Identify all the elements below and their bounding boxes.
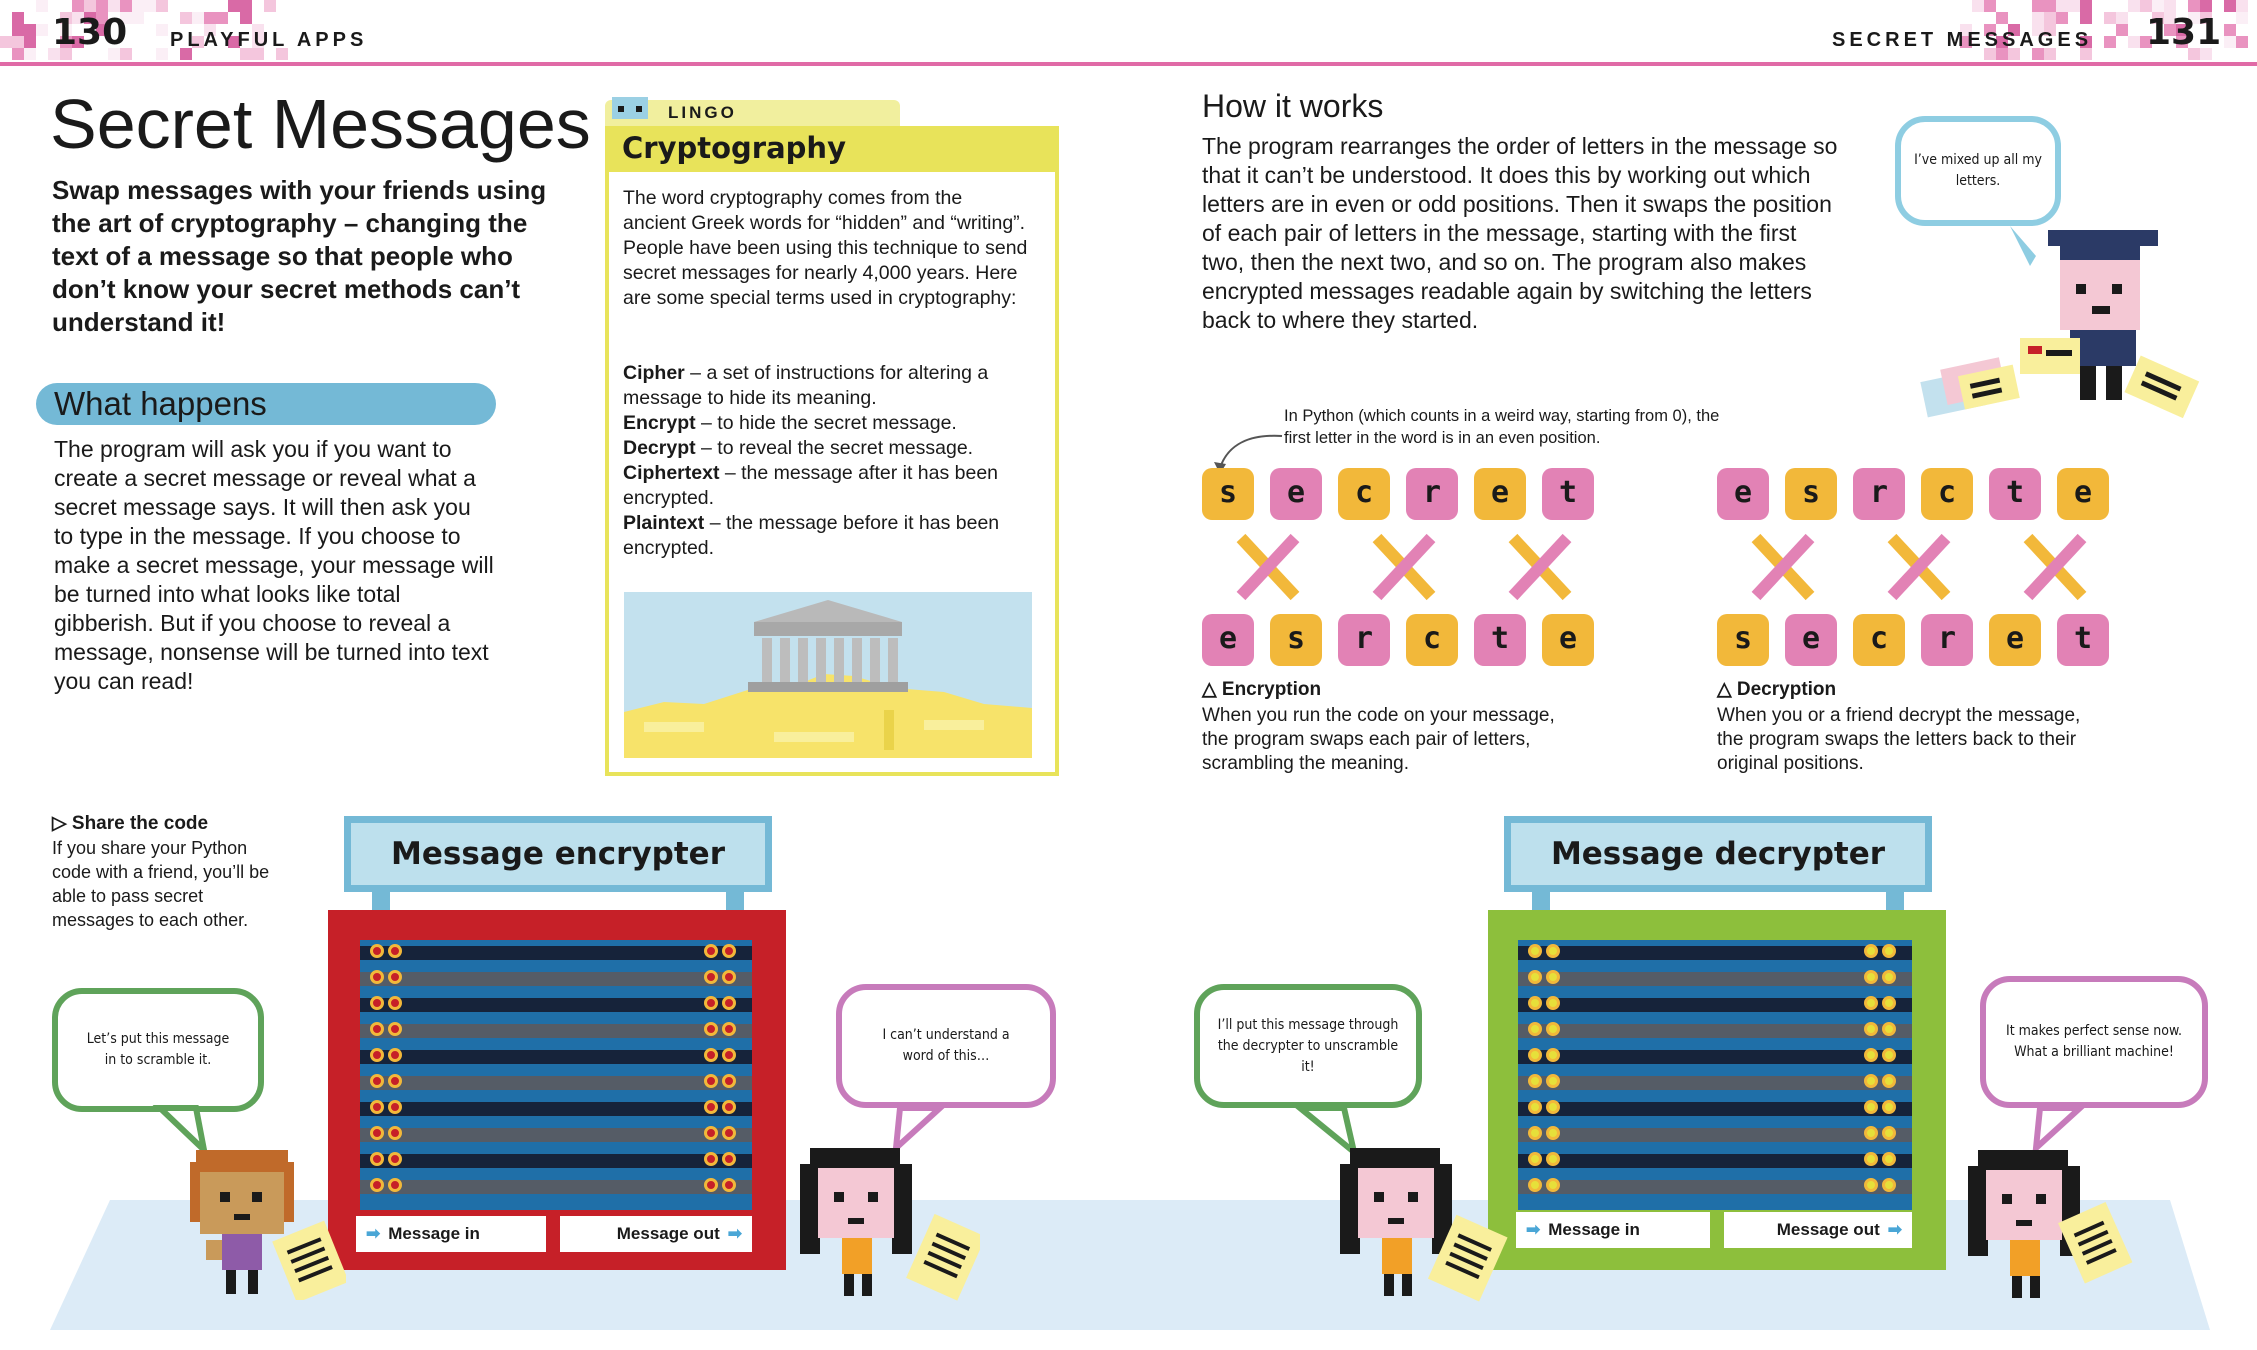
lingo-tag: LINGO: [668, 103, 737, 122]
machine-slot: [1518, 1180, 1912, 1194]
indicator-light: [1528, 1074, 1542, 1088]
letter-tile: e: [2057, 468, 2109, 520]
indicator-light: [704, 1022, 718, 1036]
header-pixel: [2080, 0, 2092, 12]
indicator-light: [1882, 944, 1896, 958]
how-it-works-body: The program rearranges the order of letters in the message so that it can’t be understood. It does this by working out which letters are in even or odd positions. Then it swaps the position of each pair of letters in the message, starting with the first two, then the next two, and so on. The program also makes encrypted messages readable again by switching the letters back to where they started.: [1202, 133, 1838, 333]
encrypter-message-in: ➡ Message in: [356, 1216, 546, 1252]
lingo-pixel-icon: [606, 93, 656, 123]
machine-slot: [360, 1050, 752, 1064]
girl-character-3-icon: [1968, 1150, 2138, 1310]
letter-tile: t: [1474, 614, 1526, 666]
machine-slot: [1518, 972, 1912, 986]
header-pixel: [1984, 0, 1996, 12]
machine-slot: [360, 972, 752, 986]
mail-bubble: I’ve mixed up all my letters.: [1895, 116, 2061, 226]
girl-character-icon: [800, 1148, 980, 1308]
decryption-caption-heading: △ Decryption: [1717, 679, 1837, 700]
decryption-caption: When you or a friend decrypt the message, the program swaps the letters back to their original positions.: [1717, 705, 2081, 774]
header-pixel: [24, 24, 36, 36]
indicator-light: [1882, 970, 1896, 984]
swap-cross-icon: [1884, 532, 1954, 602]
indicator-light: [1882, 1074, 1896, 1088]
indicator-light: [1864, 970, 1878, 984]
header-pixel: [36, 0, 48, 12]
header-pixel: [2236, 0, 2248, 12]
indicator-light: [1546, 944, 1560, 958]
letter-tile: r: [1406, 468, 1458, 520]
swap-cross-icon: [1369, 532, 1439, 602]
letter-tile: t: [1542, 468, 1594, 520]
header-pixel: [2140, 0, 2152, 12]
swap-cross-icon: [1505, 532, 1575, 602]
header-pixel: [156, 48, 168, 60]
header-pixel: [2188, 0, 2200, 12]
indicator-light: [388, 1048, 402, 1062]
header-pixel: [2236, 12, 2248, 24]
indicator-light: [1546, 996, 1560, 1010]
letter-tile: r: [1853, 468, 1905, 520]
left-running-head: PLAYFUL APPS: [170, 29, 368, 51]
encrypter-title: Message encrypter: [344, 816, 772, 892]
header-pixel: [2224, 0, 2236, 12]
header-pixel: [240, 12, 252, 24]
machine-slot: [360, 946, 752, 960]
header-pixel: [2104, 12, 2116, 24]
header-pixel: [1996, 12, 2008, 24]
indicator-light: [722, 1074, 736, 1088]
header-pixel: [2032, 0, 2044, 12]
indicator-light: [722, 996, 736, 1010]
indicator-light: [370, 944, 384, 958]
header-pixel: [24, 36, 36, 48]
indicator-light: [1864, 1074, 1878, 1088]
lingo-term-name: Cipher: [623, 362, 685, 384]
header-pixel: [180, 12, 192, 24]
lingo-term: [623, 411, 1033, 436]
indicator-light: [1546, 1178, 1560, 1192]
encrypter-bubble-left: Let’s put this message in to scramble it.: [52, 988, 264, 1112]
intro-text: Swap messages with your friends using the art of cryptography – changing the text of a message so that people who don’t know your secret methods can’t understand it!: [52, 175, 547, 337]
indicator-light: [1528, 996, 1542, 1010]
right-page-number: 131: [2146, 12, 2222, 53]
letter-tile: e: [1989, 614, 2041, 666]
indicator-light: [722, 1048, 736, 1062]
header-pixel: [1972, 0, 1984, 12]
header-pixel: [2080, 12, 2092, 24]
letter-tile: e: [1202, 614, 1254, 666]
header-pixel: [120, 0, 132, 12]
indicator-light: [370, 996, 384, 1010]
header-rule: [0, 62, 2257, 66]
left-page-number: 130: [52, 12, 128, 53]
header-pixel: [2200, 0, 2212, 12]
header-pixel: [2236, 36, 2248, 48]
header-pixel: [132, 12, 144, 24]
header-pixel: [12, 24, 24, 36]
lingo-term: [623, 436, 1033, 461]
girl-character-2-icon: [1340, 1148, 1520, 1308]
header-pixel: [12, 36, 24, 48]
lingo-term-definition: – to reveal the secret message.: [695, 437, 974, 459]
header-pixel: [2116, 24, 2128, 36]
arrow-right-icon: ➡: [1526, 1220, 1541, 1239]
machine-slot: [360, 1180, 752, 1194]
header-pixel: [2164, 0, 2176, 12]
letter-tile: s: [1785, 468, 1837, 520]
machine-slot: [1518, 1076, 1912, 1090]
indicator-light: [704, 1074, 718, 1088]
letter-tile: s: [1270, 614, 1322, 666]
header-pixel: [2044, 12, 2056, 24]
lingo-terms: [623, 361, 1033, 561]
machine-slot: [360, 1024, 752, 1038]
header-pixel: [2044, 0, 2056, 12]
python-note: In Python (which counts in a weird way, starting from 0), the first letter in the word is in an even position.: [1284, 407, 1720, 447]
machine-slot: [1518, 1024, 1912, 1038]
indicator-light: [388, 1074, 402, 1088]
encrypter-message-out: Message out ➡: [560, 1216, 752, 1252]
machine-slot: [1518, 998, 1912, 1012]
right-running-head: SECRET MESSAGES: [1832, 29, 2093, 51]
indicator-light: [388, 1022, 402, 1036]
letter-tile: e: [1270, 468, 1322, 520]
letter-tile: e: [1542, 614, 1594, 666]
indicator-light: [704, 1178, 718, 1192]
indicator-light: [370, 1048, 384, 1062]
header-pixel: [36, 24, 48, 36]
indicator-light: [1882, 1022, 1896, 1036]
postman-icon: [1920, 226, 2210, 436]
letter-tile: e: [1474, 468, 1526, 520]
letter-tile: t: [1989, 468, 2041, 520]
indicator-light: [704, 996, 718, 1010]
header-pixel: [2128, 36, 2140, 48]
letter-tile: t: [2057, 614, 2109, 666]
parthenon-illustration: [624, 592, 1032, 758]
indicator-light: [1864, 1022, 1878, 1036]
letter-tile: r: [1921, 614, 1973, 666]
header-pixel: [2152, 0, 2164, 12]
letter-tile: c: [1338, 468, 1390, 520]
lingo-term-definition: – to hide the secret message.: [695, 412, 957, 434]
indicator-light: [1528, 1022, 1542, 1036]
indicator-light: [388, 944, 402, 958]
header-pixel: [228, 0, 240, 12]
machine-slot: [360, 1076, 752, 1090]
indicator-light: [1546, 1074, 1560, 1088]
page-title: Secret Messages: [50, 85, 591, 163]
arrow-right-icon: ➡: [366, 1224, 381, 1243]
header-pixel: [204, 12, 216, 24]
header-pixel: [96, 0, 108, 12]
machine-slot: [360, 998, 752, 1012]
encryption-caption: When you run the code on your message, the program swaps each pair of letters, scrambling the meaning.: [1202, 705, 1555, 774]
indicator-light: [1546, 1048, 1560, 1062]
header-pixel: [2104, 36, 2116, 48]
letter-tile: c: [1853, 614, 1905, 666]
indicator-light: [388, 1178, 402, 1192]
indicator-light: [1528, 970, 1542, 984]
indicator-light: [1864, 944, 1878, 958]
header-pixel: [72, 0, 84, 12]
lingo-term-definition: – a set of instructions for altering a message to hide its meaning.: [623, 362, 989, 409]
header-pixel: [2128, 0, 2140, 12]
header-pixel: [2224, 36, 2236, 48]
machine-slot: [1518, 946, 1912, 960]
letter-tile: c: [1406, 614, 1458, 666]
header-pixel: [12, 12, 24, 24]
header-pixel: [2224, 24, 2236, 36]
header-pixel: [240, 0, 252, 12]
lingo-term-name: Encrypt: [623, 412, 696, 434]
header-pixel: [24, 48, 36, 60]
indicator-light: [722, 970, 736, 984]
header-pixel: [264, 0, 276, 12]
lingo-term-name: Plaintext: [623, 512, 705, 534]
header-pixel: [192, 12, 204, 24]
header-pixel: [2056, 0, 2068, 12]
lingo-body: The word cryptography comes from the ancient Greek words for “hidden” and “writing”. People have been using this technique to send secret messages for nearly 4,000 years. Here are some special terms used in cryptography:: [623, 187, 1028, 309]
header-pixel: [156, 0, 168, 12]
indicator-light: [370, 970, 384, 984]
indicator-light: [1528, 944, 1542, 958]
share-body: If you share your Python code with a friend, you’ll be able to pass secret messages to each other.: [52, 838, 270, 930]
decrypter-bubble-left: I’ll put this message through the decrypter to unscramble it!: [1194, 984, 1422, 1108]
indicator-light: [722, 1022, 736, 1036]
header-pixel: [2116, 12, 2128, 24]
lingo-term-definition: – the message after it has been encrypted.: [623, 462, 999, 509]
letter-tile: s: [1202, 468, 1254, 520]
decrypter-message-in: ➡ Message in: [1516, 1212, 1710, 1248]
indicator-light: [1546, 970, 1560, 984]
indicator-light: [704, 1048, 718, 1062]
arrow-right-icon: ➡: [727, 1224, 742, 1243]
indicator-light: [704, 970, 718, 984]
header-pixel: [156, 24, 168, 36]
swap-cross-icon: [1233, 532, 1303, 602]
indicator-light: [1528, 1178, 1542, 1192]
lingo-term-definition: – the message before it has been encrypted.: [623, 512, 1000, 559]
decrypter-title: Message decrypter: [1504, 816, 1932, 892]
what-happens-heading: What happens: [54, 385, 267, 422]
header-pixel: [144, 0, 156, 12]
indicator-light: [370, 1178, 384, 1192]
swap-cross-icon: [1748, 532, 1818, 602]
indicator-light: [704, 944, 718, 958]
header-pixel: [2056, 12, 2068, 24]
decrypter-message-out: Message out ➡: [1724, 1212, 1912, 1248]
indicator-light: [1864, 1178, 1878, 1192]
swap-cross-icon: [2020, 532, 2090, 602]
header-pixel: [12, 48, 24, 60]
indicator-light: [388, 970, 402, 984]
lingo-term-name: Decrypt: [623, 437, 696, 459]
indicator-light: [388, 996, 402, 1010]
indicator-light: [370, 1074, 384, 1088]
header-pixel: [216, 12, 228, 24]
share-heading: ▷ Share the code: [52, 813, 209, 834]
lingo-heading: Cryptography: [622, 131, 846, 165]
encrypter-bubble-right: I can’t understand a word of this…: [836, 984, 1056, 1108]
header-pixel: [108, 0, 120, 12]
indicator-light: [722, 944, 736, 958]
what-happens-body: The program will ask you if you want to create a secret message or reveal what a secret message says. It will then ask you to type in the message. If you choose to make a secret message, your message will be turned into what looks like total gibberish. But if you choose to reveal a message, nonsense will be turned into text you can read!: [54, 436, 494, 694]
indicator-light: [1882, 1178, 1896, 1192]
lingo-term: [623, 361, 1033, 411]
arrow-right-icon: ➡: [1887, 1220, 1902, 1239]
lingo-term-name: Ciphertext: [623, 462, 720, 484]
indicator-light: [1864, 1048, 1878, 1062]
header-pixel: [84, 0, 96, 12]
how-it-works-heading: How it works: [1202, 88, 1384, 124]
letter-tile: e: [1717, 468, 1769, 520]
indicator-light: [1864, 996, 1878, 1010]
indicator-light: [1546, 1022, 1560, 1036]
letter-tile: e: [1785, 614, 1837, 666]
letter-tile: c: [1921, 468, 1973, 520]
decrypter-bubble-right: It makes perfect sense now. What a brilliant machine!: [1980, 976, 2208, 1108]
lingo-term: [623, 461, 1033, 511]
header-pixel: [0, 36, 12, 48]
indicator-light: [1882, 996, 1896, 1010]
header-pixel: [2032, 12, 2044, 24]
machine-slot: [1518, 1050, 1912, 1064]
encryption-caption-heading: △ Encryption: [1202, 679, 1322, 700]
indicator-light: [370, 1022, 384, 1036]
header-pixel: [2068, 0, 2080, 12]
lingo-term: [623, 511, 1033, 561]
indicator-light: [1882, 1048, 1896, 1062]
letter-tile: s: [1717, 614, 1769, 666]
indicator-light: [1528, 1048, 1542, 1062]
indicator-light: [722, 1178, 736, 1192]
header-pixel: [132, 0, 144, 12]
boy-character-icon: [186, 1150, 346, 1300]
letter-tile: r: [1338, 614, 1390, 666]
